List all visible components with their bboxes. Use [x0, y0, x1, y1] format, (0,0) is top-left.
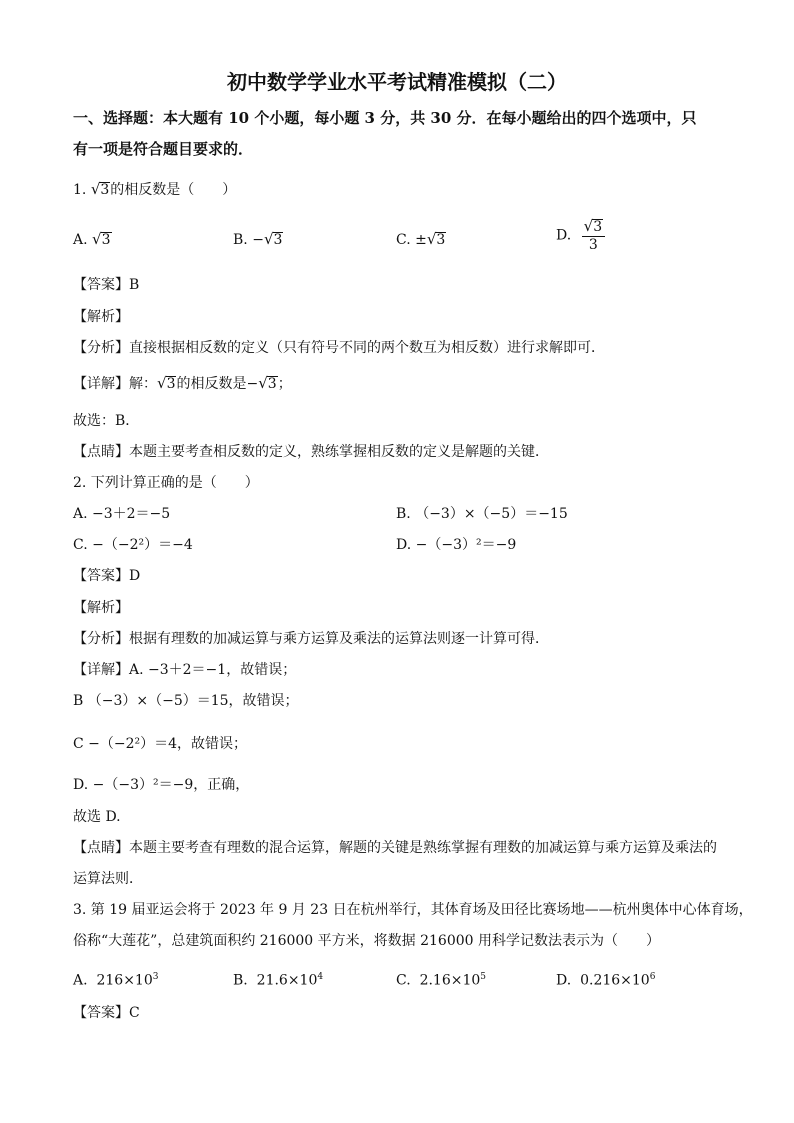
sqrt-symbol: √ [92, 230, 102, 248]
sqrt-symbol: √ [258, 374, 268, 392]
q3-option-b: B. $21.6\times 10^4$ [233, 972, 324, 989]
q1-jiexi: 【解析】 [73, 309, 129, 325]
section-heading-line-2: 有一项是符合题目要求的． [73, 140, 254, 158]
q1-choice: 故选：B． [73, 413, 140, 429]
q2-option-c: C. −（−2²）＝−4 [73, 537, 193, 553]
q1-analysis: 【分析】直接根据相反数的定义（只有符号不同的两个数互为相反数）进行求解即可． [73, 340, 605, 356]
q1-option-c: C. ±√3 [396, 230, 446, 248]
q2-remark-line-2: 运算法则． [73, 871, 143, 887]
q2-answer: 【答案】D [73, 568, 141, 584]
q2-option-a: A. −3＋2＝−5 [73, 506, 171, 522]
q2-detail-b: B （−3）×（−5）＝15，故错误； [73, 693, 299, 709]
sqrt-symbol: √ [426, 230, 437, 248]
q1-option-d: D. $\frac{√3}{3}$ [556, 218, 605, 253]
page-title: 初中数学学业水平考试精准模拟（二） [227, 70, 567, 94]
q2-choice: 故选 D. [73, 809, 121, 825]
sqrt-symbol: √ [583, 217, 594, 235]
q2-detail-a: 【详解】A. −3＋2＝−1，故错误； [73, 662, 297, 678]
fraction: $\frac{√3}{3}$ [582, 218, 605, 253]
q3-answer: 【答案】C [73, 1005, 140, 1021]
sqrt-symbol: √ [157, 374, 167, 392]
q2-analysis: 【分析】根据有理数的加减运算与乘方运算及乘法的运算法则逐一计算可得． [73, 631, 549, 647]
question-2-stem: 2. 下列计算正确的是（ ） [73, 475, 259, 491]
q3-option-a: A. $216\times 10^3$ [73, 972, 159, 989]
question-1-stem-text: 的相反数是（ ） [110, 182, 237, 198]
q1-answer: 【答案】B [73, 277, 140, 293]
q2-option-b: B. （−3）×（−5）＝−15 [396, 506, 568, 522]
q1-detail: 【详解】解：√3的相反数是−√3； [73, 374, 292, 392]
question-1-stem [73, 180, 236, 199]
q3-option-c: C. $2.16\times 10^5$ [396, 972, 487, 989]
question-3-stem-line-2: 俗称“大莲花”，总建筑面积约 216000 平方米，将数据 216000 用科学记数法表示为（ ） [73, 933, 660, 949]
sqrt-symbol: √ [263, 230, 274, 248]
q2-detail-c: C −（−2²）＝4，故错误； [73, 736, 248, 752]
sqrt-symbol: √ [90, 180, 101, 198]
q2-option-d: D. −（−3）²＝−9 [396, 537, 517, 553]
q3-option-d: D. $0.216\times 10^6$ [556, 972, 656, 989]
q1-remark: 【点睛】本题主要考查相反数的定义，熟练掌握相反数的定义是解题的关键． [73, 444, 549, 460]
q2-detail-d: D. −（−3）²＝−9，正确， [73, 777, 250, 793]
q2-remark-line-1: 【点睛】本题主要考查有理数的混合运算，解题的关键是熟练掌握有理数的加减运算与乘方运算及乘法的 [73, 840, 717, 856]
question-3-stem-line-1: 3. 第 19 届亚运会将于 2023 年 9 月 23 日在杭州举行，其体育场及田径比赛场地——杭州奥体中心体育场， [73, 902, 753, 918]
radicand: 3 [100, 182, 110, 198]
section-heading-line-1: 一、选择题：本大题有 10 个小题，每小题 3 分，共 30 分．在每小题给出的四个选项中，只 [73, 109, 697, 127]
q1-option-a: A. √3 [73, 230, 111, 248]
q1-option-b: B. −√3 [233, 230, 283, 248]
q2-jiexi: 【解析】 [73, 600, 129, 616]
question-number: 1. [73, 182, 87, 198]
